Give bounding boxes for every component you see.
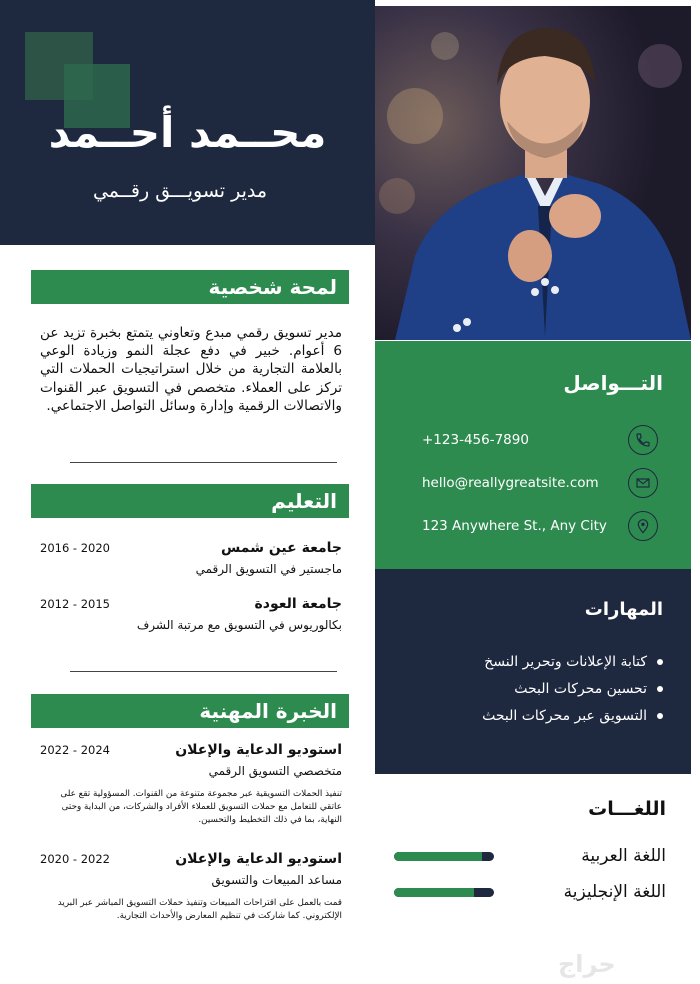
language-item [394, 843, 666, 869]
skill-label: التسويق عبر محركات البحث [482, 708, 647, 724]
education-section-title: التعليم [31, 484, 349, 518]
job-title: مدير تسويـــق رقــمي [92, 180, 268, 202]
phone-icon [628, 425, 658, 455]
job-role: مساعد المبيعات والتسويق [211, 873, 342, 887]
email-address[interactable]: hello@reallygreatsite.com [422, 475, 599, 491]
experience-section-title: الخبرة المهنية [31, 694, 349, 728]
education-years: 2012 - 2015 [40, 597, 110, 611]
language-level-fill [394, 852, 482, 861]
experience-entry [40, 742, 342, 827]
experience-entry [40, 851, 342, 923]
contact-panel [375, 341, 691, 569]
skill-item [482, 708, 663, 724]
profile-photo [375, 6, 691, 340]
languages-section-title: اللغـــات [588, 798, 666, 820]
contact-phone-row [422, 425, 658, 455]
company-name: استوديو الدعاية والإعلان [175, 742, 342, 758]
skill-item [484, 654, 663, 670]
experience-years: 2022 - 2024 [40, 743, 110, 757]
institution-name: جامعة عين شمس [221, 540, 342, 556]
degree: ماجستير في التسويق الرقمي [195, 562, 342, 576]
company-name: استوديو الدعاية والإعلان [175, 851, 342, 867]
bullet-icon [657, 686, 663, 692]
degree: بكالوريوس في التسويق مع مرتبة الشرف [136, 618, 342, 632]
profile-summary: مدير تسويق رقمي مبدع وتعاوني يتمتع بخبرة تزيد عن 6 أعوام. خبير في دفع عجلة النمو وزيادة الوعي بالعلامة التجارية من خلال استراتيجيات الحملات التي تركز على العملاء. متخصص في التسويق عبر القنوات والاتصالات الرقمية وإدارة وسائل التواصل الاجتماعي. [40, 325, 342, 414]
street-address: 123 Anywhere St., Any City [422, 518, 607, 534]
language-level-fill [394, 888, 474, 897]
contact-address-row [422, 511, 658, 541]
language-name: اللغة الإنجليزية [563, 882, 666, 902]
job-description: قمت بالعمل على اقتراحات المبيعات وتنفيذ حملات التسويق المباشر عبر البريد الإلكتروني. كما شاركت في تنظيم المعارض والأحداث التجارية. [57, 898, 342, 921]
language-level-bar [394, 852, 494, 861]
skill-item [514, 681, 663, 697]
contact-section-title: التـــواصل [563, 371, 663, 395]
skill-label: كتابة الإعلانات وتحرير النسخ [484, 654, 647, 670]
education-entry [40, 540, 342, 576]
job-role: متخصصي التسويق الرقمي [208, 764, 342, 778]
skills-panel [375, 569, 691, 774]
skills-section-title: المهارات [584, 599, 663, 620]
institution-name: جامعة العودة [254, 596, 342, 612]
language-item [394, 879, 666, 905]
contact-email-row [422, 468, 658, 498]
job-description: تنفيذ الحملات التسويقية عبر مجموعة متنوعة من القنوات. المسؤولية تقع على عاتقي للتعامل مع حملات التسويق للعملاء الأفراد والشركات، من البداية وحتى النهاية، بما في ذلك التخطيط والتحسين. [60, 789, 342, 825]
watermark: حراج [558, 950, 616, 978]
skill-label: تحسين محركات البحث [514, 681, 647, 697]
phone-number[interactable]: +123-456-7890 [422, 432, 529, 448]
profile-section-title: لمحة شخصية [31, 270, 349, 304]
language-level-bar [394, 888, 494, 897]
bullet-icon [657, 659, 663, 665]
education-years: 2016 - 2020 [40, 541, 110, 555]
location-pin-icon [628, 511, 658, 541]
experience-years: 2020 - 2022 [40, 852, 110, 866]
bullet-icon [657, 713, 663, 719]
education-entry [40, 596, 342, 632]
person-name: محــمد أحــمد [48, 108, 327, 157]
mail-icon [628, 468, 658, 498]
header-panel [0, 0, 375, 245]
section-divider [70, 462, 337, 463]
section-divider [70, 671, 337, 672]
language-name: اللغة العربية [581, 846, 666, 866]
